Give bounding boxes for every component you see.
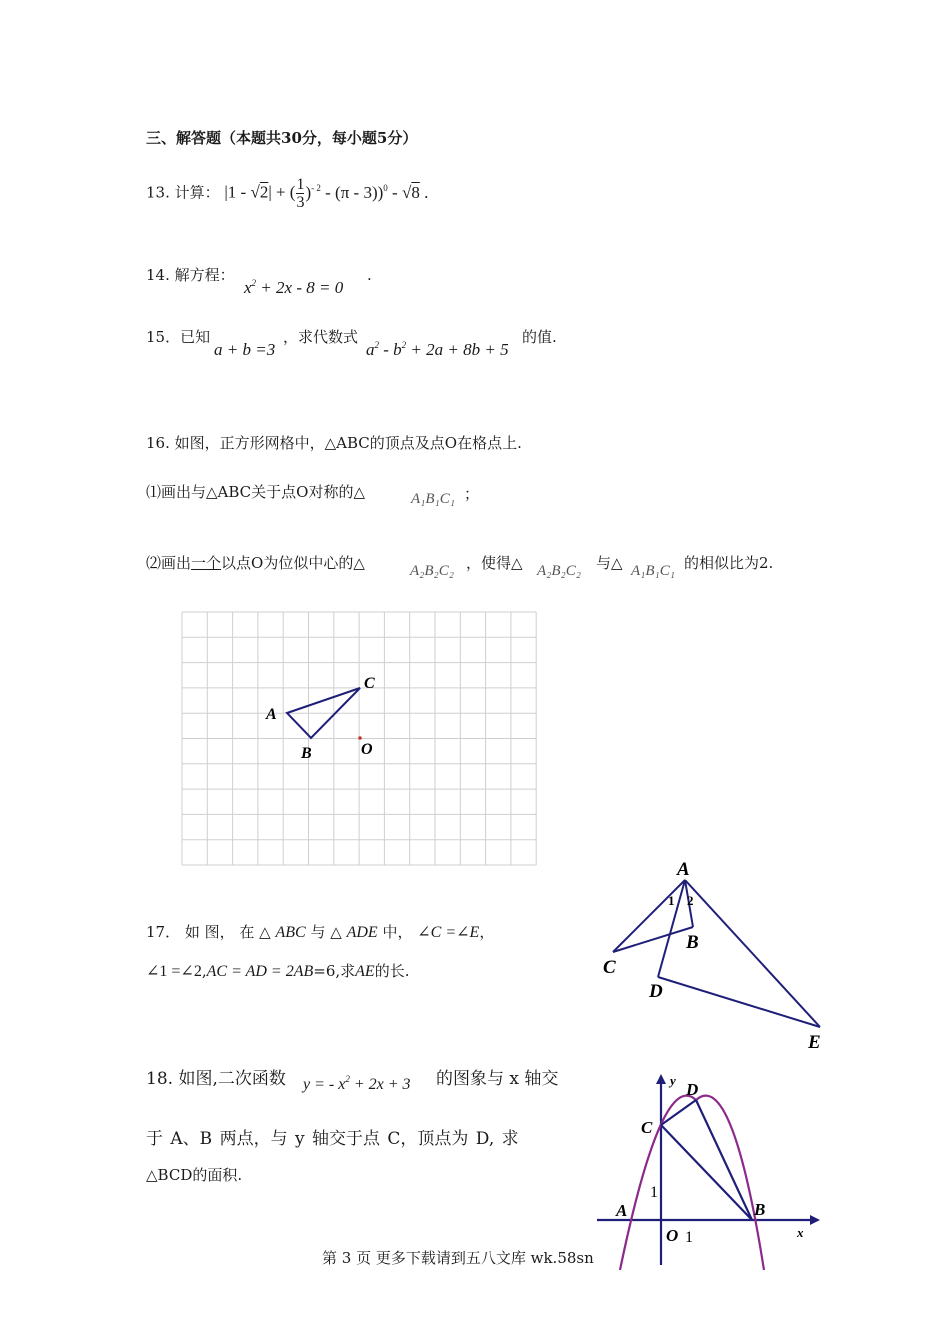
q14-label: 14. 解方程：	[146, 266, 235, 284]
fig17-angle-1: 1	[668, 893, 675, 908]
label-c: C	[364, 675, 375, 692]
q15-expression	[366, 340, 509, 360]
q18-function	[303, 1074, 411, 1094]
q15-exp2: 2	[401, 340, 407, 350]
q15-label: 15．已知	[146, 328, 211, 346]
q13-sqrt8: 8	[411, 182, 420, 202]
q15-mid: ，求代数式	[283, 328, 359, 346]
fig18-tick-x1: 1	[685, 1229, 693, 1246]
q16-tri3: A₁B₁C₁	[631, 563, 675, 579]
q13-exp0: 0	[383, 182, 388, 193]
q13-frac-num: 1	[296, 176, 305, 193]
q18-line3: △BCD的面积.	[146, 1166, 243, 1184]
fig17-label-d: D	[649, 981, 663, 1002]
page-footer: 第 3 页 更多下载请到五八文库 wk.58sn	[322, 1249, 594, 1267]
q15-exp1: 2	[374, 340, 379, 350]
fig18-label-x: x	[797, 1225, 804, 1240]
q16-part2-e: 的相似比为2.	[684, 554, 774, 572]
q17-abc: ABC	[275, 924, 306, 941]
fig18-label-o: O	[666, 1226, 679, 1245]
q13-pi: - (π - 3)	[325, 182, 378, 202]
fig17-angle-2: 2	[687, 893, 694, 908]
q13-frac-den: 3	[296, 194, 305, 211]
q17-ade: ADE	[346, 924, 378, 941]
q17-l1-d: ，	[479, 923, 495, 941]
q15-rest: + 2a + 8b + 5	[410, 340, 509, 359]
q16-part1-end: ；	[464, 485, 480, 503]
x-axis-arrow	[810, 1215, 820, 1225]
q17-angle-ce: ∠C =∠E	[417, 924, 480, 941]
question-13: 13. 计算： |1 - √2| + ( $\frac{1}{3}$ )$^{- 2}$ - (π - 3))$^0$ - √8 .	[146, 176, 429, 211]
fig17-label-c: C	[603, 957, 616, 978]
q16-tri1: A₂B₂C₂	[410, 563, 454, 579]
fig17-label-e: E	[808, 1032, 821, 1053]
q13-minus: -	[392, 182, 398, 202]
fig18-label-c: C	[641, 1118, 653, 1137]
q16-part2-b: 以点O为位似中心的△	[221, 554, 365, 572]
q18-line1	[146, 1064, 286, 1089]
q16-part2	[146, 552, 365, 573]
q15-a: a	[366, 340, 375, 359]
q13-label: 13. 计算：	[146, 183, 220, 202]
point-o	[358, 736, 362, 740]
q18-eq: = - x	[314, 1076, 346, 1093]
q17-l1-b: 与 △	[310, 923, 342, 941]
fig18-label-d: D	[686, 1080, 699, 1099]
y-axis-arrow	[656, 1074, 666, 1084]
fig18-label-a: A	[616, 1201, 628, 1220]
q15-end: 的值.	[522, 328, 557, 346]
q18-rest: + 2x + 3	[353, 1076, 411, 1093]
section-title: 三、解答题（本题共30分，每小题5分）	[146, 129, 418, 147]
q17-l1-c: 中，	[382, 923, 413, 941]
fig18-tick-y1: 1	[650, 1184, 658, 1201]
q17-line2	[146, 960, 409, 981]
q16-grid-figure	[178, 608, 540, 866]
q15-given: a + b =3	[214, 340, 276, 359]
q18-line2: 于 A、B 两点，与 y 轴交于点 C，顶点为 D, 求	[146, 1129, 519, 1149]
q17-eq: AC = AD = 2AB	[206, 963, 314, 980]
q15-b: - b	[383, 340, 402, 359]
q17-ae: AE	[355, 963, 375, 980]
fig18-label-y: y	[670, 1073, 676, 1088]
q17-l2-c: 的长.	[374, 962, 410, 980]
q16-part2-c: ，使得△	[466, 554, 523, 572]
q13-sqrt2: 2	[259, 182, 269, 202]
q17-figure	[598, 852, 838, 1057]
q18-l1-b: 的图象与 x 轴交	[436, 1069, 559, 1089]
q17-line1	[146, 921, 494, 942]
q13-end: .	[424, 182, 429, 202]
label-b: B	[301, 745, 312, 762]
q18-y: y	[303, 1076, 311, 1093]
fig17-label-b: B	[686, 932, 699, 953]
segment-cb	[661, 1125, 752, 1220]
fig17-label-a: A	[677, 859, 690, 880]
q16-part1: ⑴画出与△ABC关于点O对称的△	[146, 483, 365, 501]
q16-part2-underline: 一个	[191, 554, 222, 572]
fig18-label-b: B	[754, 1200, 766, 1219]
q17-l2-a: ,	[201, 962, 207, 980]
q18-figure	[592, 1070, 822, 1270]
q16-text: 16. 如图，正方形网格中，△ABC的顶点及点O在格点上.	[146, 434, 522, 452]
q17-l2-b: =6,求	[313, 962, 356, 980]
q16-part2-a: ⑵画出	[146, 554, 192, 572]
label-o: O	[361, 741, 373, 758]
q14-exp: 2	[251, 278, 257, 288]
segment-db	[696, 1100, 752, 1220]
q17-l1-a: 17． 如 图， 在 △	[146, 923, 271, 941]
q14-x: x	[244, 278, 252, 297]
q16-part1-triangle: A₁B₁C₁	[411, 491, 455, 507]
q14-equation	[244, 278, 343, 298]
q18-l1-a: 18. 如图,二次函数	[146, 1069, 286, 1089]
q18-exp: 2	[345, 1074, 350, 1084]
q14-end: .	[367, 266, 372, 284]
q16-tri2: A₂B₂C₂	[537, 563, 581, 579]
q14-rest: + 2x - 8 = 0	[260, 278, 344, 297]
q17-angle-12: ∠1 =∠2	[146, 963, 202, 980]
label-a: A	[266, 706, 277, 723]
q16-part2-d: 与△	[596, 554, 623, 572]
q13-exp: - 2	[311, 182, 321, 193]
segment-ae	[685, 880, 820, 1027]
